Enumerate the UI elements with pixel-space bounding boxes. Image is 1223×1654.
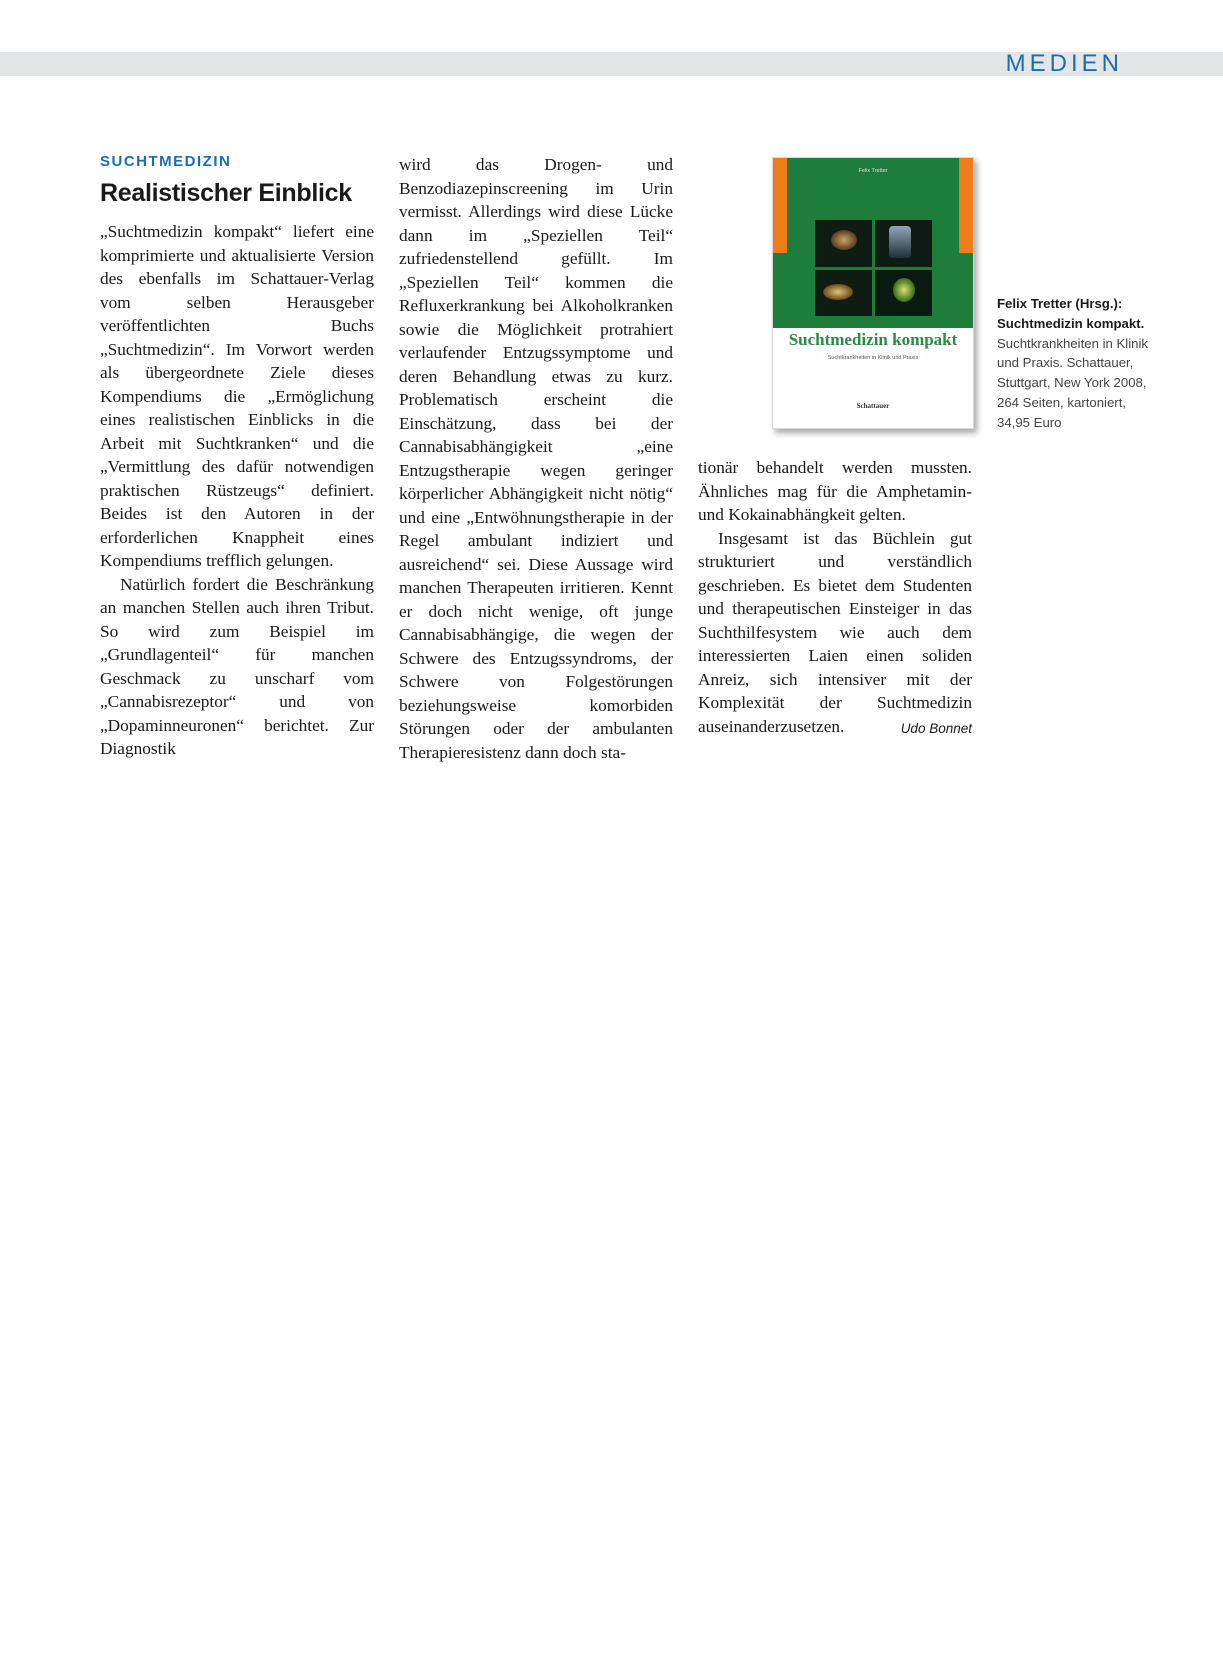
article-column-1 — [100, 220, 374, 761]
caption-author: Felix Tretter (Hrsg.): — [997, 296, 1123, 311]
paragraph: Natürlich fordert die Beschränkung an manchen Stellen auch ihren Tribut. So wird zum Beispiel im „Grundlagenteil“ für manchen Geschmack zu unscharf vom „Cannabisrezeptor“ und von „Dopaminneuronen“ berichtet. Zur Diagnostik — [100, 574, 374, 758]
book-caption — [997, 294, 1157, 433]
cover-publisher: Schattauer — [856, 402, 890, 410]
caption-details: Suchtkrankheiten in Klinik und Praxis. Schattauer, Stuttgart, New York 2008, 264 Seiten, kartoniert, 34,95 Euro — [997, 335, 1149, 430]
paragraph: „Suchtmedizin kompakt“ liefert eine komprimierte und aktualisierte Version des ebenfalls im Schattauer-Verlag vom selben Herausgeber veröffentlichten Buchs „Suchtmedizin“. Im Vorwort werden als übergeordnete Ziele dieses Kompendiums die „Ermöglichung eines realistischen Einblicks in die Arbeit mit Suchtkranken“ und die „Vermittlung des dafür notwendigen praktischen Rüstzeugs“ definiert. Beides ist den Autoren in der erforderlichen Knappheit eines Kompendiums trefflich gelungen. — [100, 222, 374, 570]
cover-photo-grid — [815, 220, 932, 316]
paragraph-text: Insgesamt ist das Büchlein gut strukturiert und verständlich geschrieben. Es bietet dem Studenten und therapeutischen Einsteiger in das Suchthilfesystem wie auch dem interessierten Laien einen soliden Anreiz, sich intensiver mit der Komplexität der Suchtmedizin auseinanderzusetzen. — [698, 528, 972, 736]
cover-photo — [815, 220, 872, 267]
article-column-2 — [399, 153, 673, 764]
cover-title: Suchtmedizin kompakt — [788, 330, 958, 349]
article-headline: Realistischer Einblick — [100, 179, 352, 207]
paragraph: tionär behandelt werden mussten. Ähnliches mag für die Amphetamin- und Kokainabhängkeit gelten. — [698, 458, 972, 524]
caption-title: Suchtmedizin kompakt. — [997, 315, 1145, 331]
article-column-3 — [698, 456, 972, 740]
article-author: Udo Bonnet — [900, 720, 972, 736]
cover-photo — [815, 270, 872, 317]
paragraph: wird das Drogen- und Benzodiazepinscreening im Urin vermisst. Allerdings wird diese Lücke dann im „Speziellen Teil“ zufriedenstellend gefüllt. Im „Speziellen Teil“ kommen die Refluxerkrankung bei Alkoholkranken sowie die Möglichkeit protrahiert verlaufender Entzugssymptome und deren Behandlung etwas zu kurz. Problematisch erscheint die Einschätzung, dass bei der Cannabisabhängigkeit „eine Entzugstherapie wegen geringer körperlicher Abhängigkeit nicht nötig“ und eine „Entwöhnungstherapie in der Regel ambulant indiziert und ausreichend“ sei. Diese Aussage wird manchen Therapeuten irritieren. Kennt er doch nicht wenige, oft junge Cannabisabhängige, die wegen der Schwere des Entzugssyndroms, der Schwere von Folgestörungen beziehungsweise komorbiden Störungen oder der ambulanten Therapieresistenz dann doch sta- — [399, 155, 673, 762]
paragraph — [698, 527, 972, 739]
cover-photo — [875, 270, 932, 317]
cover-subtitle: Suchtkrankheiten in Klinik und Praxis — [827, 355, 919, 361]
cover-photo — [875, 220, 932, 267]
section-label: MEDIEN — [1005, 50, 1123, 77]
article-kicker: SUCHTMEDIZIN — [100, 153, 232, 170]
book-cover-image — [772, 157, 974, 429]
cover-author: Felix Tretter — [858, 168, 888, 174]
